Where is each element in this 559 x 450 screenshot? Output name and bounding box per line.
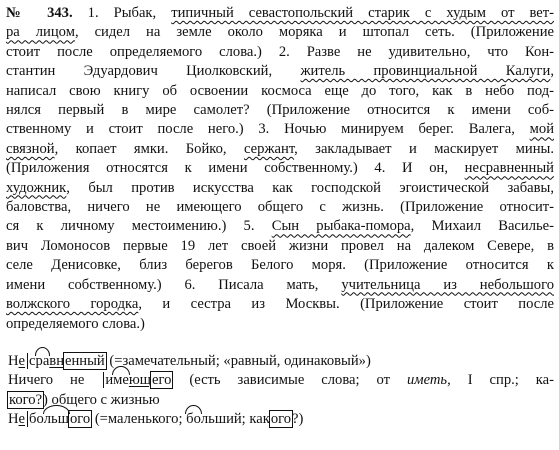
exercise-line [6,159,554,178]
exercise-line [6,217,554,236]
exercise-line [6,198,554,217]
appositive-phrase: Сын рыбака-помора [271,218,411,235]
note-line-1: Не сравненный (=замечательный; «равный, одинаковый») [8,352,554,371]
appositive-phrase: связной [6,140,55,157]
appositive-phrase: художник [6,179,67,196]
exercise-line [6,179,554,198]
appositive-phrase: несравненный [464,160,554,177]
exercise-line [6,62,554,81]
appositive-phrase: ра лицом [6,24,75,41]
exercise-line [6,23,554,42]
note-line-2: Ничего не имеющего (есть зависимые слова; от иметь, I спр.; ка- [8,371,554,390]
exercise-line [6,140,554,159]
text-run: ся к личному местоимению.) 5. [6,218,272,235]
exercise-number: № 343. [6,5,73,21]
appositive-phrase: сержант [244,140,295,157]
text-run: имени собственному.) 6. Писала мать, [6,276,342,293]
exercise-line [6,237,554,256]
text-run: баловства, ничего не имеющего общего с жизнь. (Приложение относит- [6,199,554,216]
exercise-line [6,276,554,295]
exercise-line [6,43,554,62]
analysis-notes [8,352,554,430]
text-run: , [550,63,554,80]
appositive-phrase: мой [529,121,554,138]
text-run: , и сестра из Москвы. (Приложение стоит после [138,296,554,313]
text-run: , сидел на земле около моряка и штопал сеть. (Приложение [74,24,554,41]
appositive-phrase: типичный севастопольский старик с худым от вет- [171,5,554,21]
text-run: , Михаил Василье- [410,218,554,235]
text-run: нялся первый в мире самолет? (Приложение относится к имени соб- [6,102,554,119]
exercise-text [6,4,554,334]
exercise-line [6,256,554,275]
appositive-phrase: учительница из небольшого [341,276,554,293]
appositive-phrase: житель провинциальной Калуги [300,63,551,80]
text-run: вич Ломоносов первые 19 лет своей жизни провел на далеком Севере, в [6,237,554,254]
exercise-line [6,315,554,334]
text-run: стоит после определяемого слова.) 2. Разве не удивительно, что Кон- [6,43,554,60]
text-run: , закладывает и маскирует мины. [294,140,554,157]
exercise-line [6,4,554,23]
exercise-line [6,101,554,120]
note-line-3: кого?) общего с жизнью [9,391,160,408]
text-run: определяемого слова.) [6,315,145,332]
exercise-line [6,82,554,101]
text-run: стантин Эдуардович Циолковский, [6,63,301,80]
note-line-4: Не большого (=маленького; больший; какого?) [8,410,554,429]
text-run: , был против искусства как господской эгоистической забавы, [66,179,554,196]
text-run: (Приложения относятся к имени собственному.) 4. И он, [6,160,465,177]
exercise-line [6,295,554,314]
exercise-line [6,120,554,139]
text-run: селе Денисовке, близ берегов Белого моря. (Приложение относится к [6,257,554,274]
text-run: 1. Рыбак, [87,5,172,21]
text-run: ственному и стоит после него.) 3. Ночью минируем берег. Валега, [6,121,530,138]
text-run: , копает ямки. Бойко, [54,140,245,157]
text-run: написал свою книгу об освоении космоса еще до того, как в небо под- [6,82,554,99]
appositive-phrase: волжского городка [6,296,139,313]
